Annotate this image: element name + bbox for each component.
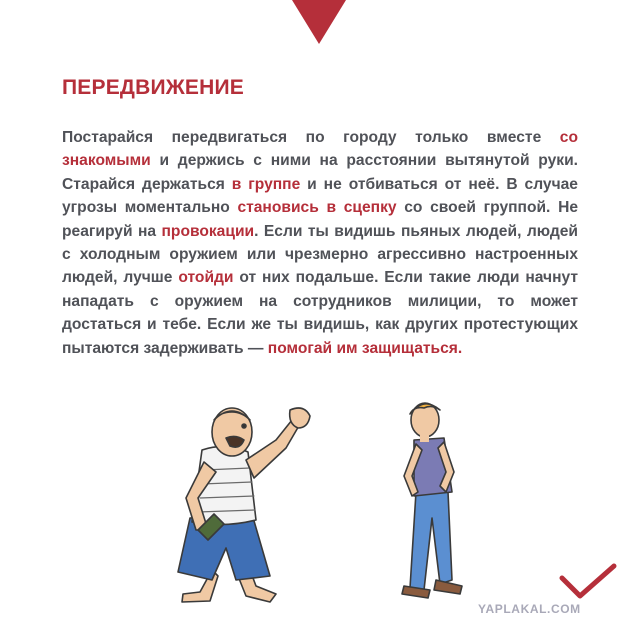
section-title: ПЕРЕДВИЖЕНИЕ: [62, 76, 244, 99]
highlight-provocations: провокации: [161, 222, 255, 240]
highlight-with-friends: со знакомыми: [62, 129, 578, 170]
highlight-link-up: становись в сцепку: [237, 199, 397, 217]
text-run: и держись с ними на расстоянии вытянутой руки. Старайся держаться: [62, 152, 578, 193]
text-run: . Если ты видишь пьяных людей, людей с холодным оружием или чрезмерно агрессивно настроенных людей, лучше: [62, 222, 579, 287]
text-run: от них подальше. Если такие люди начнут нападать с оружием на сотрудников милиции, то может достаться и тебе. Если же ты видишь, как других протестующих пытаются задерживать —: [62, 269, 578, 357]
illustration: [0, 380, 640, 610]
young-man-figure: [402, 403, 462, 598]
highlight-step-away: отойди: [178, 269, 234, 287]
highlight-help-defend: помогай им защищаться.: [267, 339, 463, 357]
text-run: и не отбиваться от неё. В случае угрозы моментально: [62, 175, 578, 217]
body-paragraph: [62, 126, 578, 360]
top-notch-icon: [0, 0, 640, 50]
check-icon: [556, 562, 620, 602]
text-run: Постарайся передвигаться по городу только вместе: [62, 129, 560, 146]
watermark: YAPLAKAL.COM: [478, 602, 581, 616]
text-run: со своей группой. Не реагируй на: [62, 199, 578, 240]
highlight-in-group: в группе: [231, 175, 301, 193]
drunk-man-figure: [178, 408, 310, 602]
